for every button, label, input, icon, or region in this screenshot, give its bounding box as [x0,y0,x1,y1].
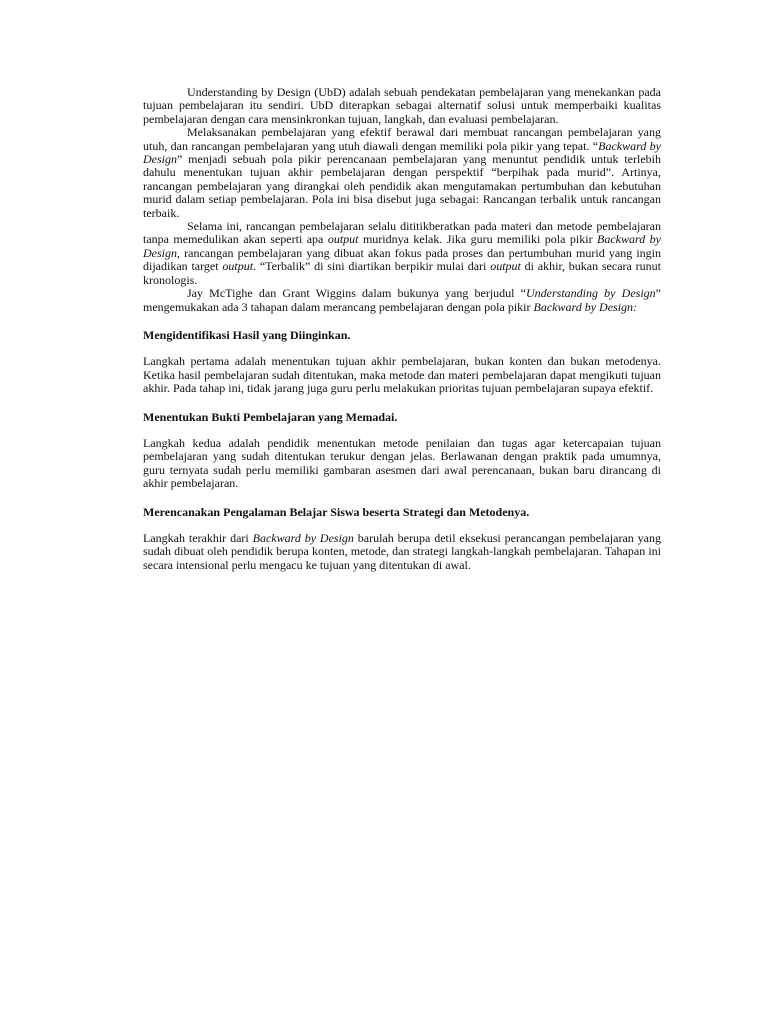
intro-paragraph-4-italic-b: Understanding by Design [526,286,656,301]
intro-paragraph-3-italic-h: output [490,259,521,274]
intro-paragraph-3-text-a: Selama ini, rancangan pembelajaran selalu dititikberatkan pada materi dan metode pembelajaran tanpa memedulikan akan seperti apa [143,219,661,247]
intro-paragraph-3-text-g: . “Terbalik” di sini diartikan berpikir mulai dari [253,259,491,274]
section-3-heading: Merencanakan Pengalaman Belajar Siswa beserta Strategi dan Metodenya. [143,504,530,519]
section-1-body: Langkah pertama adalah menentukan tujuan akhir pembelajaran, bukan konten dan bukan metodenya. Ketika hasil pembelajaran sudah ditentukan, maka metode dan materi pembelajaran dapat mengikuti tujuan akhir. Pada tahap ini, tidak jarang juga guru perlu melakukan prioritas tujuan pembelajaran supaya efektif. [143,354,661,396]
section-3-body [143,532,661,572]
intro-paragraph-4-text-a: Jay McTighe dan Grant Wiggins dalam bukunya yang berjudul “ [187,286,526,301]
intro-paragraph-3 [143,220,661,287]
intro-paragraph-3-text-c: muridnya kelak. Jika guru memiliki pola pikir [358,232,598,247]
section-3-body-text-a: Langkah terakhir dari [143,530,253,545]
intro-paragraph-3-text-e: , rancangan pembelajaran yang dibuat akan fokus pada proses dan pertumbuhan murid yang ingin dijadikan target [143,245,661,274]
intro-paragraph-4-text-c: ” mengemukakan ada 3 tahapan dalam merancang pembelajaran dengan pola pikir [143,286,661,314]
intro-paragraph-3-italic-d: Backward by Design [143,232,661,260]
intro-paragraph-2-text-c: ” menjadi sebuah pola pikir perencanaan pembelajaran yang menuntut pendidik untuk terlebih dahulu menentukan tujuan akhir pembelajaran dengan perspektif “berpihak pada murid”. Artinya, rancangan pembelajaran yang dirangkai oleh pendidik akan mengutamakan pertumbuhan dan kebutuhan murid dalam setiap pembelajaran. Pola ini bisa disebut juga sebagai: Rancangan terbalik untuk rancangan terbaik. [143,152,661,220]
intro-paragraph-3-text-i: di akhir, bukan secara runut kronologis. [143,259,661,287]
intro-paragraph-2-text-a: Melaksanakan pembelajaran yang efektif berawal dari membuat rancangan pembelajaran yang utuh, dan rancangan pembelajaran yang utuh diawali dengan memiliki pola pikir yang tepat. “ [143,125,661,153]
section-3-body-italic: Backward by Design [252,530,354,545]
section-2-heading: Menentukan Bukti Pembelajaran yang Memadai. [143,409,398,424]
intro-paragraph-4-italic-d: Backward by Design: [533,299,638,314]
section-1-heading: Mengidentifikasi Hasil yang Diinginkan. [143,327,351,342]
intro-paragraph-3-italic-f: output [222,259,254,274]
section-2-body: Langkah kedua adalah pendidik menentukan metode penilaian dan tugas agar ketercapaian tujuan pembelajaran yang sudah ditentukan terukur dengan jelas. Berlawanan dengan praktik pada umumnya, guru ternyata sudah perlu memiliki gambaran asesmen dari awal perencanaan, bukan baru dirancang di akhir pembelajaran. [143,435,661,491]
document-page [143,86,661,572]
intro-paragraph-1: Understanding by Design (UbD) adalah sebuah pendekatan pembelajaran yang menekankan pada tujuan pembelajaran itu sendiri. UbD diterapkan sebagai alternatif solusi untuk memperbaiki kualitas pembelajaran dengan cara mensinkronkan tujuan, langkah, dan evaluasi pembelajaran. [143,85,661,126]
section-3-body-text-c: barulah berupa detil eksekusi perancangan pembelajaran yang sudah dibuat oleh pendidik berupa konten, metode, dan strategi langkah-langkah pembelajaran. Tahapan ini secara intensional perlu mengacu ke tujuan yang ditentukan di awal. [143,530,661,572]
intro-paragraph-2 [143,126,661,220]
intro-paragraph-2-italic: Backward by Design [143,138,661,167]
intro-paragraph-3-italic-b: output [327,232,359,247]
intro-paragraph-4 [143,287,661,314]
